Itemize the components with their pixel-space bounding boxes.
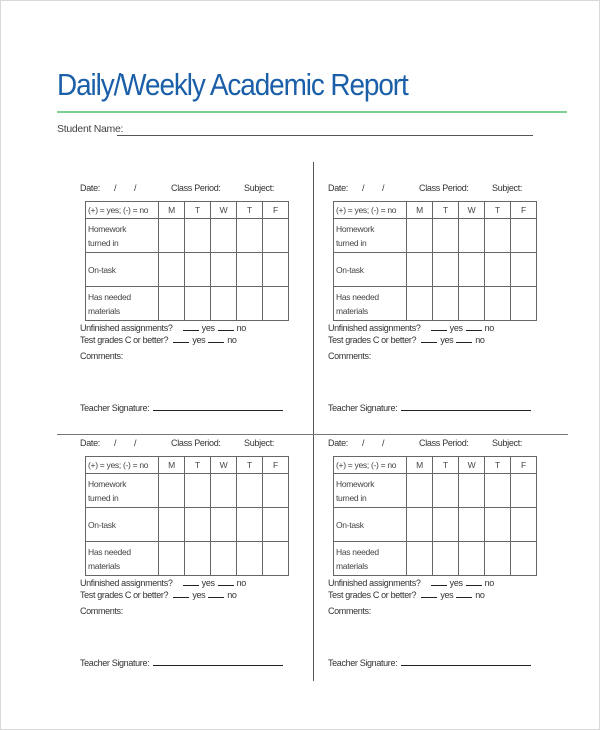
- mark-cell[interactable]: [511, 253, 537, 287]
- day-header: T: [433, 457, 459, 474]
- row-label: On-task: [86, 253, 159, 287]
- mark-cell[interactable]: [237, 508, 263, 542]
- yes-label: yes: [440, 590, 454, 600]
- row-label: On-task: [334, 508, 407, 542]
- day-header: T: [185, 457, 211, 474]
- mark-cell[interactable]: [211, 219, 237, 253]
- yes-label: yes: [192, 335, 206, 345]
- teacher-signature: [80, 403, 283, 413]
- class-period-label: Class Period:: [419, 438, 469, 448]
- row-label: On-task: [334, 253, 407, 287]
- no-blank[interactable]: [208, 342, 224, 343]
- mark-cell[interactable]: [211, 542, 237, 576]
- yes-blank[interactable]: [183, 330, 199, 331]
- yes-label: yes: [192, 590, 206, 600]
- table-row: [86, 219, 289, 253]
- date-separator: /: [114, 183, 117, 193]
- day-header: M: [407, 202, 433, 219]
- subject-label: Subject:: [244, 183, 275, 193]
- date-separator: /: [362, 183, 365, 193]
- unfinished-assignments-question: [80, 578, 246, 588]
- mark-cell[interactable]: [263, 474, 289, 508]
- mark-cell[interactable]: [433, 508, 459, 542]
- comments-label: Comments:: [328, 606, 371, 616]
- class-period-label: Class Period:: [171, 438, 221, 448]
- mark-cell[interactable]: [511, 219, 537, 253]
- mark-cell[interactable]: [263, 542, 289, 576]
- day-header: M: [407, 457, 433, 474]
- mark-cell[interactable]: [159, 474, 185, 508]
- mark-cell[interactable]: [237, 253, 263, 287]
- no-label: no: [475, 335, 485, 345]
- date-label: Date:: [80, 438, 101, 448]
- day-header: T: [185, 202, 211, 219]
- row-label: Homework: [336, 223, 375, 234]
- subject-label: Subject:: [492, 183, 523, 193]
- mark-cell[interactable]: [459, 508, 485, 542]
- question-label: Test grades C or better?: [80, 590, 169, 600]
- teacher-signature: [80, 658, 283, 668]
- mark-cell[interactable]: [511, 474, 537, 508]
- row-label: Has needed: [88, 291, 131, 302]
- date-separator: /: [382, 438, 385, 448]
- unfinished-assignments-question: [328, 323, 494, 333]
- yes-blank[interactable]: [431, 585, 447, 586]
- legend-cell: (+) = yes; (-) = no: [334, 457, 407, 474]
- date-label: Date:: [80, 183, 101, 193]
- question-label: Test grades C or better?: [328, 590, 417, 600]
- table-row: [86, 542, 289, 576]
- comments-label: Comments:: [80, 606, 123, 616]
- table-row: [86, 253, 289, 287]
- mark-cell[interactable]: [237, 287, 263, 321]
- row-label: turned in: [336, 237, 367, 248]
- table-row: [334, 219, 537, 253]
- no-blank[interactable]: [456, 597, 472, 598]
- no-label: no: [227, 335, 237, 345]
- yes-blank[interactable]: [173, 597, 189, 598]
- question-label: Unfinished assignments?: [328, 323, 421, 333]
- unfinished-assignments-question: [80, 323, 246, 333]
- mark-cell[interactable]: [459, 287, 485, 321]
- mark-cell[interactable]: [407, 219, 433, 253]
- test-grades-question: [80, 590, 237, 600]
- no-label: no: [236, 323, 246, 333]
- mark-cell[interactable]: [485, 253, 511, 287]
- mark-cell[interactable]: [459, 474, 485, 508]
- question-label: Unfinished assignments?: [328, 578, 421, 588]
- row-label: Homework: [336, 478, 375, 489]
- row-label: materials: [88, 560, 120, 571]
- behavior-table: [85, 201, 289, 321]
- row-label: On-task: [86, 508, 159, 542]
- day-header: F: [511, 457, 537, 474]
- row-label: Has needed: [336, 546, 379, 557]
- mark-cell[interactable]: [263, 287, 289, 321]
- comments-label: Comments:: [80, 351, 123, 361]
- row-label: materials: [88, 305, 120, 316]
- mark-cell[interactable]: [511, 508, 537, 542]
- mark-cell[interactable]: [511, 287, 537, 321]
- no-blank[interactable]: [218, 330, 234, 331]
- day-header: F: [263, 457, 289, 474]
- no-blank[interactable]: [466, 330, 482, 331]
- table-row: [334, 253, 537, 287]
- question-label: Test grades C or better?: [328, 335, 417, 345]
- yes-label: yes: [449, 578, 463, 588]
- table-row: [334, 474, 537, 508]
- yes-label: yes: [440, 335, 454, 345]
- mark-cell[interactable]: [459, 253, 485, 287]
- no-blank[interactable]: [208, 597, 224, 598]
- table-row: [334, 542, 537, 576]
- day-header: W: [211, 457, 237, 474]
- mark-cell[interactable]: [237, 542, 263, 576]
- mark-cell[interactable]: [407, 253, 433, 287]
- table-row: [334, 287, 537, 321]
- no-label: no: [484, 323, 494, 333]
- class-period-label: Class Period:: [419, 183, 469, 193]
- subject-label: Subject:: [244, 438, 275, 448]
- page-title: Daily/Weekly Academic Report: [57, 67, 408, 102]
- report-block-bottom-right: [328, 438, 558, 678]
- date-label: Date:: [328, 438, 349, 448]
- yes-blank[interactable]: [173, 342, 189, 343]
- mark-cell[interactable]: [433, 542, 459, 576]
- no-blank[interactable]: [466, 585, 482, 586]
- table-row: [86, 474, 289, 508]
- mark-cell[interactable]: [211, 287, 237, 321]
- mark-cell[interactable]: [485, 474, 511, 508]
- mark-cell[interactable]: [407, 508, 433, 542]
- signature-label: Teacher Signature:: [328, 403, 398, 413]
- mark-cell[interactable]: [433, 253, 459, 287]
- mark-cell[interactable]: [433, 474, 459, 508]
- date-separator: /: [362, 438, 365, 448]
- day-header: W: [211, 202, 237, 219]
- yes-label: yes: [449, 323, 463, 333]
- mark-cell[interactable]: [211, 253, 237, 287]
- mark-cell[interactable]: [263, 219, 289, 253]
- mark-cell[interactable]: [237, 474, 263, 508]
- mark-cell[interactable]: [185, 542, 211, 576]
- day-header: M: [159, 202, 185, 219]
- mark-cell[interactable]: [433, 219, 459, 253]
- mark-cell[interactable]: [485, 219, 511, 253]
- mark-cell[interactable]: [485, 287, 511, 321]
- teacher-signature: [328, 403, 531, 413]
- mark-cell[interactable]: [185, 253, 211, 287]
- question-label: Unfinished assignments?: [80, 323, 173, 333]
- day-header: F: [511, 202, 537, 219]
- mark-cell[interactable]: [237, 219, 263, 253]
- report-block-top-right: [328, 183, 558, 423]
- mark-cell[interactable]: [263, 508, 289, 542]
- day-header: W: [459, 457, 485, 474]
- day-header: T: [485, 202, 511, 219]
- yes-label: yes: [201, 578, 215, 588]
- unfinished-assignments-question: [328, 578, 494, 588]
- day-header: F: [263, 202, 289, 219]
- subject-label: Subject:: [492, 438, 523, 448]
- table-row: [334, 508, 537, 542]
- mark-cell[interactable]: [459, 219, 485, 253]
- mark-cell[interactable]: [185, 474, 211, 508]
- row-label: turned in: [88, 237, 119, 248]
- date-separator: /: [382, 183, 385, 193]
- yes-blank[interactable]: [183, 585, 199, 586]
- row-label: materials: [336, 560, 368, 571]
- legend-cell: (+) = yes; (-) = no: [86, 457, 159, 474]
- row-label: Homework: [88, 478, 127, 489]
- date-separator: /: [134, 183, 137, 193]
- no-blank[interactable]: [456, 342, 472, 343]
- yes-label: yes: [201, 323, 215, 333]
- mark-cell[interactable]: [185, 219, 211, 253]
- mark-cell[interactable]: [159, 508, 185, 542]
- mark-cell[interactable]: [159, 542, 185, 576]
- class-period-label: Class Period:: [171, 183, 221, 193]
- row-label: Has needed: [336, 291, 379, 302]
- no-label: no: [475, 590, 485, 600]
- date-separator: /: [134, 438, 137, 448]
- yes-blank[interactable]: [431, 330, 447, 331]
- student-name-field[interactable]: [117, 135, 533, 136]
- signature-label: Teacher Signature:: [80, 658, 150, 668]
- behavior-table: [333, 456, 537, 576]
- mark-cell[interactable]: [159, 253, 185, 287]
- test-grades-question: [80, 335, 237, 345]
- mark-cell[interactable]: [485, 542, 511, 576]
- no-blank[interactable]: [218, 585, 234, 586]
- date-separator: /: [114, 438, 117, 448]
- row-label: Has needed: [88, 546, 131, 557]
- mark-cell[interactable]: [185, 508, 211, 542]
- signature-field[interactable]: [401, 665, 531, 666]
- date-label: Date:: [328, 183, 349, 193]
- comments-label: Comments:: [328, 351, 371, 361]
- legend-cell: (+) = yes; (-) = no: [86, 202, 159, 219]
- vertical-divider: [313, 162, 314, 681]
- row-label: turned in: [88, 492, 119, 503]
- row-label: turned in: [336, 492, 367, 503]
- day-header: T: [485, 457, 511, 474]
- no-label: no: [236, 578, 246, 588]
- mark-cell[interactable]: [159, 219, 185, 253]
- table-row: [86, 287, 289, 321]
- report-block-top-left: [80, 183, 310, 423]
- no-label: no: [227, 590, 237, 600]
- yes-blank[interactable]: [421, 597, 437, 598]
- signature-label: Teacher Signature:: [328, 658, 398, 668]
- question-label: Test grades C or better?: [80, 335, 169, 345]
- student-name-label: Student Name:: [57, 123, 124, 135]
- day-header: T: [433, 202, 459, 219]
- row-label: Homework: [88, 223, 127, 234]
- mark-cell[interactable]: [407, 287, 433, 321]
- title-divider: [57, 111, 567, 113]
- mark-cell[interactable]: [407, 474, 433, 508]
- day-header: T: [237, 202, 263, 219]
- signature-field[interactable]: [153, 665, 283, 666]
- teacher-signature: [328, 658, 531, 668]
- mark-cell[interactable]: [511, 542, 537, 576]
- yes-blank[interactable]: [421, 342, 437, 343]
- mark-cell[interactable]: [211, 474, 237, 508]
- report-block-bottom-left: [80, 438, 310, 678]
- day-header: W: [459, 202, 485, 219]
- day-header: M: [159, 457, 185, 474]
- behavior-table: [85, 456, 289, 576]
- mark-cell[interactable]: [433, 287, 459, 321]
- horizontal-divider: [57, 434, 568, 435]
- signature-field[interactable]: [153, 410, 283, 411]
- question-label: Unfinished assignments?: [80, 578, 173, 588]
- mark-cell[interactable]: [485, 508, 511, 542]
- legend-cell: (+) = yes; (-) = no: [334, 202, 407, 219]
- day-header: T: [237, 457, 263, 474]
- signature-field[interactable]: [401, 410, 531, 411]
- mark-cell[interactable]: [263, 253, 289, 287]
- mark-cell[interactable]: [185, 287, 211, 321]
- mark-cell[interactable]: [211, 508, 237, 542]
- signature-label: Teacher Signature:: [80, 403, 150, 413]
- behavior-table: [333, 201, 537, 321]
- row-label: materials: [336, 305, 368, 316]
- mark-cell[interactable]: [407, 542, 433, 576]
- test-grades-question: [328, 590, 485, 600]
- table-row: [86, 508, 289, 542]
- no-label: no: [484, 578, 494, 588]
- mark-cell[interactable]: [459, 542, 485, 576]
- mark-cell[interactable]: [159, 287, 185, 321]
- test-grades-question: [328, 335, 485, 345]
